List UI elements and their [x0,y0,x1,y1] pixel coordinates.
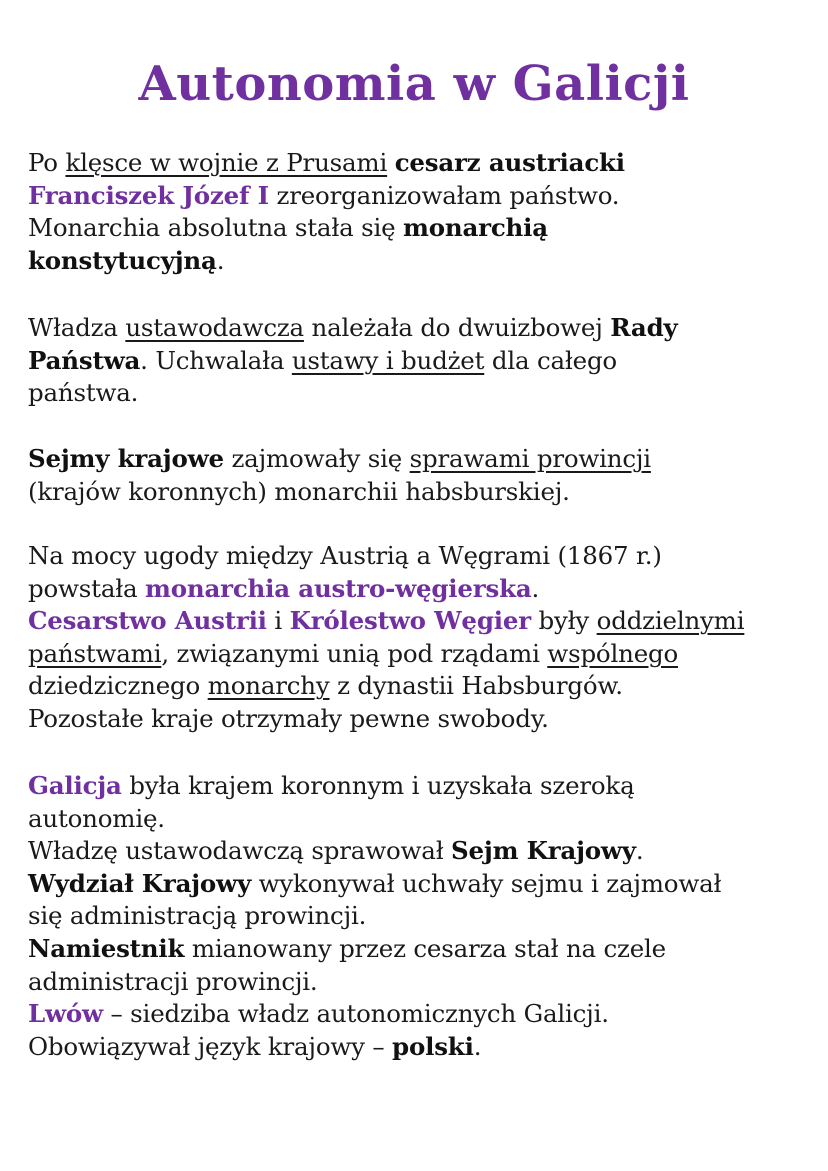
body-text: dla całego [484,345,617,375]
body-text: Władza [28,313,126,342]
body-text: wykonywał uchwały sejmu i zajmował [251,868,722,898]
highlighted-term: Cesarstwo Austrii [28,606,267,636]
text-line [28,345,818,378]
bold-term: cesarz austriacki [394,148,625,177]
highlighted-term: Galicja [28,771,122,800]
text-line [28,770,818,803]
text-line [28,638,818,671]
body-text: były [530,606,597,636]
text-line [28,900,818,933]
body-text: (krajów koronnych) monarchii habsburskiej. [28,476,570,506]
paragraph-council-of-state [28,312,818,410]
bold-term: polski [392,1031,474,1061]
highlighted-term: Lwów [28,999,103,1029]
text-line [28,312,818,345]
underlined-phrase: ustawodawcza [125,313,304,342]
underlined-phrase: ustawy i budżet [291,345,485,375]
bold-term: Państwa [28,345,141,375]
bold-term: Sejmy krajowe [28,444,224,473]
body-text: Monarchia absolutna stała się [28,213,403,243]
body-text: Na mocy ugody między Austrią a Węgrami (1867 r.) [28,541,662,570]
paragraph-defeat-reorganization [28,147,818,277]
text-line [28,443,818,476]
body-text: się administracją prowincji. [28,901,367,931]
body-text: . [216,245,225,275]
body-text: , związanymi unią pod rządami [161,638,548,668]
body-text: autonomię. [28,803,165,833]
body-text: Po [28,148,66,177]
bold-term: monarchią [402,213,548,243]
body-text: zajmowały się [223,444,410,473]
body-text: była krajem koronnym i uzyskała szeroką [121,771,635,800]
text-line [28,540,818,573]
text-line [28,670,818,703]
underlined-phrase: sprawami prowincji [409,444,651,473]
body-text: i [266,606,290,636]
paragraph-regional-diets [28,443,818,508]
highlighted-term: monarchia austro-węgierska [144,573,532,603]
bold-term: konstytucyjną [28,245,217,275]
body-text: państwa. [28,378,139,408]
paragraph-austro-hungarian-compromise [28,540,818,736]
body-text: dziedzicznego [28,671,208,701]
bold-term: Wydział Krajowy [28,868,252,898]
body-text [387,148,395,177]
text-line [28,966,818,999]
page-title: Autonomia w Galicji [138,56,690,112]
body-text: zreorganizowałam państwo. [268,180,620,210]
body-text: Obowiązywał język krajowy – [28,1031,393,1061]
paragraph-galicia-autonomy [28,770,818,1063]
text-line [28,212,818,245]
body-text: . Uchwalała [140,345,292,375]
text-line [28,1031,818,1064]
body-text: należała do dwuizbowej [303,313,611,342]
body-text: . [635,836,644,866]
body-text: powstała [28,573,145,603]
text-line [28,605,818,638]
text-line [28,803,818,836]
highlighted-term: Franciszek Józef I [28,180,269,210]
text-line [28,245,818,278]
bold-term: Rady [610,313,678,342]
underlined-phrase: oddzielnymi [596,606,745,636]
text-line [28,573,818,606]
underlined-phrase: monarchy [207,671,330,701]
text-line [28,147,818,180]
body-text: z dynastii Habsburgów. [329,671,623,701]
text-line [28,835,818,868]
body-text: mianowany przez cesarza stał na czele [184,933,666,963]
body-text: Pozostałe kraje otrzymały pewne swobody. [28,703,549,733]
text-line [28,998,818,1031]
body-text: . [473,1031,482,1061]
body-text: administracji prowincji. [28,966,318,996]
body-text: – siedziba władz autonomicznych Galicji. [102,999,609,1029]
text-line [28,377,818,410]
text-line [28,180,818,213]
text-line [28,933,818,966]
body-text: . [531,573,540,603]
text-line [28,703,818,736]
bold-term: Sejm Krajowy [451,836,636,866]
highlighted-term: Królestwo Węgier [289,606,531,636]
text-line [28,868,818,901]
underlined-phrase: państwami [28,638,162,668]
text-line [28,476,818,509]
underlined-phrase: wspólnego [547,638,679,668]
body-text: Władzę ustawodawczą sprawował [28,836,452,866]
bold-term: Namiestnik [28,933,185,963]
underlined-phrase: klęsce w wojnie z Prusami [65,148,388,177]
